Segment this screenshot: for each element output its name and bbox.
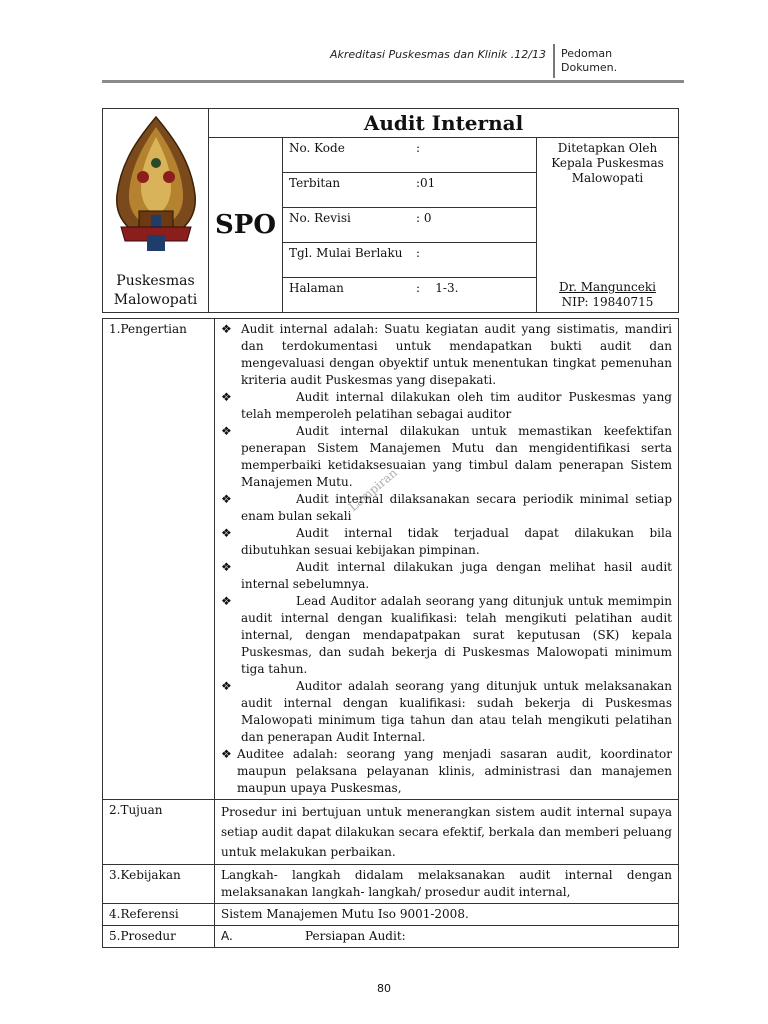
field-value: : 0 (416, 211, 432, 225)
signature-block (537, 280, 678, 310)
field-value: : 1-3. (416, 281, 459, 295)
approval-line3: Malowopati (571, 171, 644, 185)
prosedur-content (215, 926, 679, 948)
approval-block (537, 141, 678, 186)
running-header (0, 44, 768, 84)
field-tgl-mulai (283, 243, 537, 278)
list-item-text: Audit internal dilakukan untuk memastikan keefektifan penerapan Sistem Manajemen Mutu dan mengidentifikasi serta memperbaiki ketidaksesuaian yang timbul dalam penerapan Sistem Manajemen Mutu. (241, 424, 672, 489)
running-header-right (561, 47, 617, 75)
field-label: Tgl. Mulai Berlaku (289, 246, 403, 260)
section-label: 1.Pengertian (103, 319, 215, 800)
prosedur-item-text: Persiapan Audit: (305, 929, 406, 943)
signer-nip: NIP: 19840715 (561, 295, 654, 309)
row-referensi (103, 904, 679, 926)
logo-cell (103, 109, 209, 313)
field-no-revisi (283, 208, 537, 243)
procedure-table (102, 318, 679, 948)
gunungan-logo-icon (111, 115, 201, 253)
bullet-diamond-icon: ❖ (221, 424, 232, 438)
bullet-diamond-icon: ❖ (221, 594, 232, 608)
section-label: 4.Referensi (103, 904, 215, 926)
row-prosedur (103, 926, 679, 948)
field-label: No. Revisi (289, 211, 351, 225)
field-value: : (416, 246, 421, 260)
organization-name (103, 272, 208, 310)
list-item-text: Audit internal dilaksanakan secara periodik minimal setiap enam bulan sekali (241, 492, 672, 523)
watermark-text: Lampiran (346, 465, 400, 514)
field-label: Halaman (289, 281, 344, 295)
section-label: 2.Tujuan (103, 800, 215, 865)
running-header-title: Akreditasi Puskesmas dan Klinik .12/13 (329, 48, 546, 61)
bullet-diamond-icon: ❖ (221, 560, 232, 574)
list-item-text: Audit internal dilakukan juga dengan melihat hasil audit internal sebelumnya. (241, 560, 672, 591)
list-item (221, 593, 672, 678)
bullet-diamond-icon: ❖ (221, 492, 232, 506)
kebijakan-content: Langkah- langkah didalam melaksanakan audit internal dengan melaksanakan langkah- langkah/ prosedur audit internal, (215, 865, 679, 904)
header-rule (102, 80, 684, 83)
approval-cell (537, 138, 679, 313)
field-value: : (416, 141, 421, 155)
list-item-text: Audit internal tidak terjadual dapat dilakukan bila dibutuhkan sesuai kebijakan pimpinan. (241, 526, 672, 557)
list-item-text: Auditor adalah seorang yang ditunjuk untuk melaksanakan audit internal dengan kualifikasi: sudah bekerja di Puskesmas Malowopati minimum tiga tahun dan atau telah mengikuti pelatihan dan penerapan Audit Internal. (241, 679, 672, 744)
row-pengertian (103, 319, 679, 800)
signer-name: Dr. Mangunceki (559, 280, 656, 294)
header-separator (553, 44, 555, 78)
list-item (221, 525, 672, 559)
document-title: Audit Internal (209, 109, 679, 138)
spo-header-table (102, 108, 679, 313)
list-item-text: Audit internal dilakukan oleh tim auditor Puskesmas yang telah memperoleh pelatihan sebagai auditor (241, 390, 672, 421)
section-label: 5.Prosedur (103, 926, 215, 948)
field-label: No. Kode (289, 141, 345, 155)
list-item (221, 321, 672, 389)
section-label: 3.Kebijakan (103, 865, 215, 904)
field-halaman (283, 278, 537, 313)
list-item-text: Auditee adalah: seorang yang menjadi sasaran audit, koordinator maupun pelaksana pelayanan klinis, administrasi dan manajemen maupun upaya Puskesmas, (237, 747, 672, 795)
org-line1: Puskesmas (116, 273, 195, 289)
spo-label: SPO (209, 138, 283, 313)
bullet-diamond-icon: ❖ (221, 747, 232, 761)
approval-line1: Ditetapkan Oleh (557, 141, 658, 155)
field-value: :01 (416, 176, 436, 190)
tujuan-content: Prosedur ini bertujuan untuk menerangkan sistem audit internal supaya setiap audit dapat dilakukan secara efektif, berkala dan memberi peluang untuk melakukan perbaikan. (215, 800, 679, 865)
list-item-text: Audit internal adalah: Suatu kegiatan audit yang sistimatis, mandiri dan terdokumentasi untuk mendapatkan bukti audit dan mengevaluasi dengan obyektif untuk menentukan tingkat pemenuhan kriteria audit Puskesmas yang disepakati. (241, 322, 672, 387)
bullet-diamond-icon: ❖ (221, 322, 232, 336)
org-line2: Malowopati (113, 292, 198, 308)
field-terbitan (283, 173, 537, 208)
header-right-line2: Dokumen. (561, 61, 618, 74)
list-item (221, 389, 672, 423)
list-item (221, 559, 672, 593)
bullet-diamond-icon: ❖ (221, 679, 232, 693)
row-tujuan (103, 800, 679, 865)
prosedur-item-letter: A. (221, 929, 233, 943)
list-item-text: Lead Auditor adalah seorang yang ditunjuk untuk memimpin audit internal dengan kualifikasi: telah mengikuti pelatihan audit internal, dengan mendapatpakan surat keputusan (SK) kepala Puskesmas, dan sudah bekerja di Puskesmas Malowopati minimum tiga tahun. (241, 594, 672, 676)
bullet-diamond-icon: ❖ (221, 526, 232, 540)
row-kebijakan (103, 865, 679, 904)
list-item (221, 678, 672, 746)
bullet-diamond-icon: ❖ (221, 390, 232, 404)
field-label: Terbitan (289, 176, 341, 190)
list-item (221, 746, 672, 797)
referensi-content: Sistem Manajemen Mutu Iso 9001-2008. (215, 904, 679, 926)
page-number: 80 (377, 982, 391, 995)
list-item (221, 491, 672, 525)
header-right-line1: Pedoman (561, 47, 613, 60)
list-item (221, 423, 672, 491)
approval-line2: Kepala Puskesmas (551, 156, 664, 170)
pengertian-content (215, 319, 679, 800)
field-no-kode (283, 138, 537, 173)
